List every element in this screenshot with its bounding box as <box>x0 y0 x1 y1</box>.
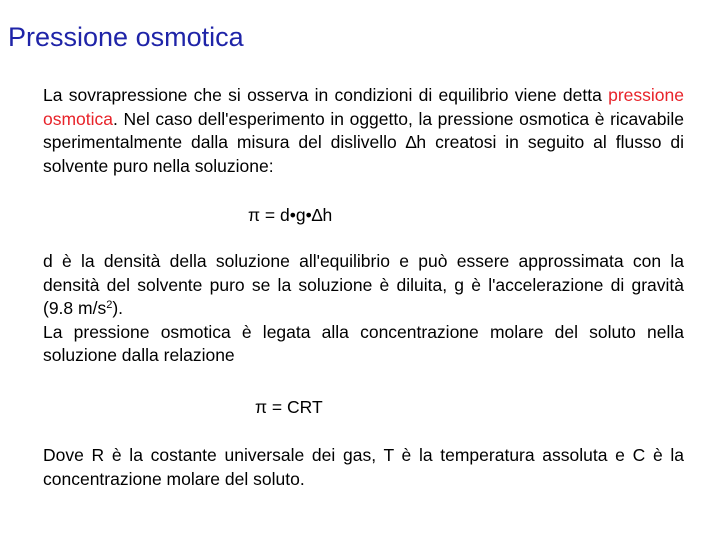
paragraph-definition <box>43 84 684 178</box>
paragraph-definition-text-start: La sovrapressione che si osserva in condizioni di equilibrio viene detta <box>43 85 609 105</box>
paragraph-density <box>43 250 684 321</box>
paragraph-definition-text-end: . Nel caso dell'esperimento in oggetto, la pressione osmotica è ricavabile sperimentalmente dalla misura del dislivello ∆h creatosi in seguito al flusso di solvente puro nella soluzione: <box>43 108 684 176</box>
paragraph-variables: Dove R è la costante universale dei gas, T è la temperatura assoluta e C è la concentrazione molare del soluto. <box>43 445 684 489</box>
unit-exponent: 2 <box>106 299 113 311</box>
paragraph-density-text: d è la densità della soluzione all'equilibrio e può essere approssimata con la densità del solvente puro se la soluzione è diluita, g è l'accelerazione di gravità (9.8 m/s <box>43 251 684 318</box>
paragraph-concentration: La pressione osmotica è legata alla concentrazione molare del soluto nella soluzione dalla relazione <box>43 321 684 365</box>
formula-van-t-hoff: π = CRT <box>255 397 323 417</box>
highlighted-term: pressione osmotica <box>43 85 684 129</box>
slide-title: Pressione osmotica <box>8 22 244 52</box>
paragraph-density-end: ). <box>112 298 124 318</box>
paragraph-explanation <box>43 250 684 368</box>
formula-hydrostatic: π = d•g•∆h <box>248 205 333 225</box>
